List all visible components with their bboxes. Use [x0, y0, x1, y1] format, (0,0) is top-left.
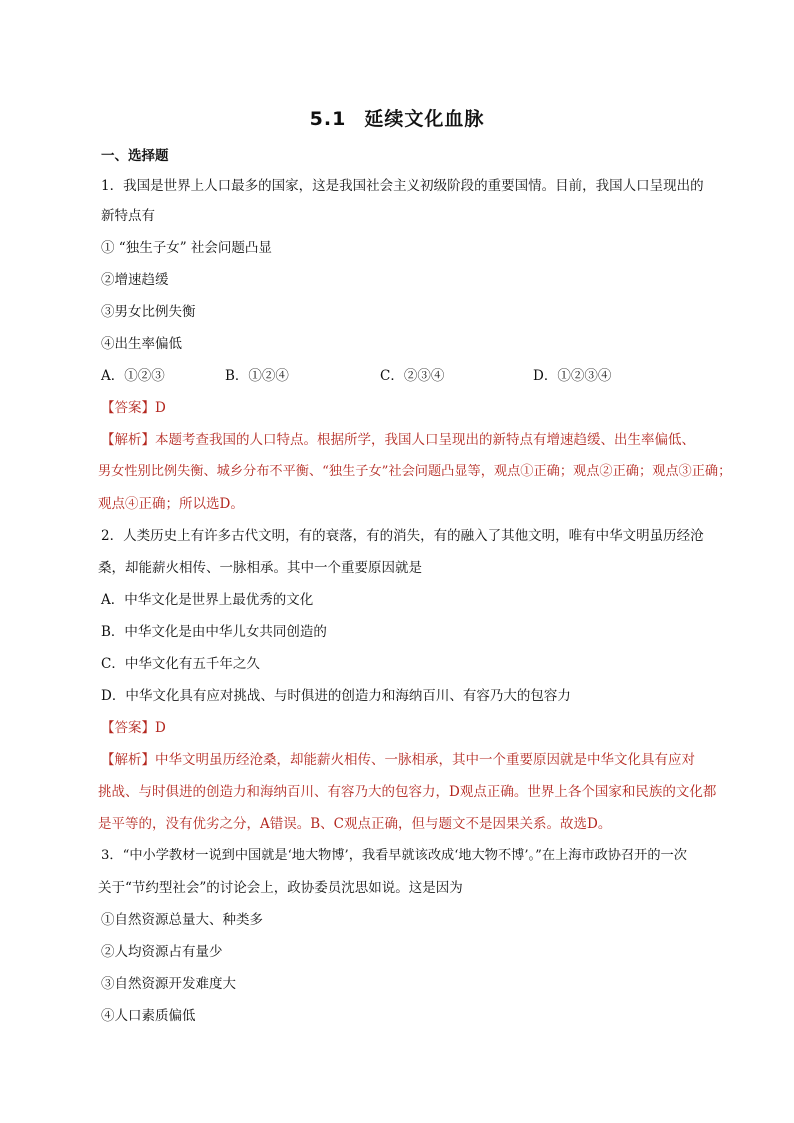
q1-option-b: B．①②④ [225, 368, 289, 384]
q2-option-d: D．中华文化具有应对挑战、与时俱进的创造力和海纳百川、有容乃大的包容力 [101, 688, 571, 704]
section-heading: 一、选择题 [101, 148, 169, 164]
q1-analysis-line2: 男女性别比例失衡、城乡分布不平衡、“独生子女”社会问题凸显等，观点①正确；观点②正确；观点③正确； [98, 464, 732, 479]
page-title [0, 104, 794, 131]
q3-item-1: ①自然资源总量大、种类多 [101, 912, 263, 928]
q2-analysis-line2: 挑战、与时俱进的创造力和海纳百川、有容乃大的包容力，D观点正确。世界上各个国家和民族的文化都 [98, 784, 717, 800]
answer-value: D [155, 720, 166, 736]
q1-analysis-line3: 观点④正确；所以选D。 [98, 496, 244, 512]
q1-stem-line1: 1．我国是世界上人口最多的国家，这是我国社会主义初级阶段的重要国情。目前，我国人口呈现出的 [101, 178, 704, 194]
q1-option-a: A．①②③ [101, 368, 165, 384]
q2-stem-line2: 桑，却能薪火相传、一脉相承。其中一个重要原因就是 [98, 560, 422, 576]
q1-answer [101, 398, 701, 418]
q2-option-b: B．中华文化是由中华儿女共同创造的 [101, 624, 327, 640]
q1-stem-line2: 新特点有 [101, 208, 155, 224]
q2-analysis-line3: 是平等的，没有优劣之分，A错误。B、C观点正确，但与题文不是因果关系。故选D。 [98, 816, 612, 832]
answer-tag: 【答案】 [101, 400, 155, 416]
q1-item-2: ②增速趋缓 [101, 272, 169, 288]
q1-option-c: C．②③④ [380, 368, 445, 384]
q2-analysis-line1 [101, 750, 701, 770]
analysis-text: 中华文明虽历经沧桑，却能薪火相传、一脉相承，其中一个重要原因就是中华文化具有应对 [155, 752, 695, 768]
q2-answer [101, 718, 701, 738]
q2-option-c: C．中华文化有五千年之久 [101, 656, 260, 672]
analysis-tag: 【解析】 [101, 432, 155, 448]
q2-stem-line1: 2．人类历史上有许多古代文明，有的衰落，有的消失，有的融入了其他文明，唯有中华文明虽历经沧 [101, 528, 704, 544]
q1-item-3: ③男女比例失衡 [101, 304, 196, 320]
answer-value: D [155, 400, 166, 416]
answer-tag: 【答案】 [101, 720, 155, 736]
q1-item-4: ④出生率偏低 [101, 336, 182, 352]
q3-stem-line2: 关于“节约型社会”的讨论会上，政协委员沈思如说。这是因为 [98, 880, 463, 896]
q3-item-2: ②人均资源占有量少 [101, 944, 223, 960]
q2-option-a: A．中华文化是世界上最优秀的文化 [101, 592, 314, 608]
q3-item-4: ④人口素质偏低 [101, 1008, 196, 1024]
q3-stem-line1: 3．“中小学教材一说到中国就是‘地大物博’，我看早就该改成‘地大物不博’。”在上海市政协召开的一次 [101, 848, 687, 863]
analysis-tag: 【解析】 [101, 752, 155, 768]
title-text: 延续文化血脉 [364, 108, 485, 130]
analysis-text: 本题考查我国的人口特点。根据所学，我国人口呈现出的新特点有增速趋缓、出生率偏低、 [155, 432, 695, 448]
q1-analysis-line1 [101, 430, 701, 450]
q1-option-d: D．①②③④ [533, 368, 612, 384]
q3-item-3: ③自然资源开发难度大 [101, 976, 236, 992]
title-number: 5.1 [309, 108, 347, 130]
q1-item-1: ① “独生子女” 社会问题凸显 [101, 240, 272, 256]
